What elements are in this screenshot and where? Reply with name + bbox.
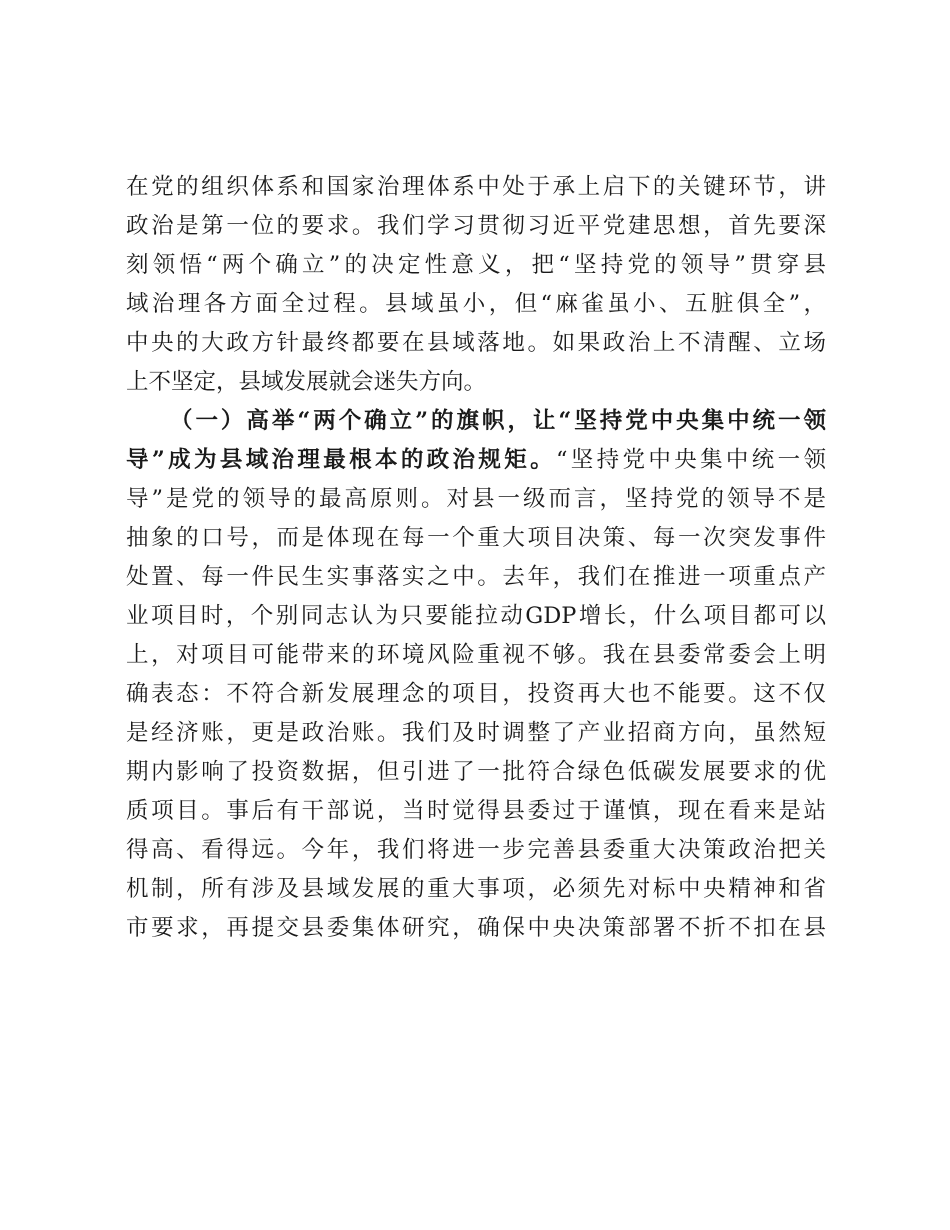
body-line: 得高、看得远。今年，我们将进一步完善县委重大决策政治把关 [126,837,826,863]
body-line: 期内影响了投资数据，但引进了一批符合绿色低碳发展要求的优 [126,759,826,785]
body-line: 机制，所有涉及县域发展的重大事项，必须先对标中央精神和省 [126,876,826,902]
body-text: “坚持党中央集中统一领 [555,447,826,473]
body-line: 抽象的口号，而是体现在每一个重大项目决策、每一次突发事件 [126,525,826,551]
body-line: 确表态：不符合新发展理念的项目，投资再大也不能要。这不仅 [126,681,826,707]
section-heading-continuation [126,441,826,480]
body-line: 市要求，再提交县委集体研究，确保中央决策部署不折不扣在县 [126,915,826,941]
body-line: 质项目。事后有干部说，当时觉得县委过于谨慎，现在看来是站 [126,798,826,824]
body-line: 是经济账，更是政治账。我们及时调整了产业招商方向，虽然短 [126,720,826,746]
body-line: 业项目时，个别同志认为只要能拉动GDP增长，什么项目都可以 [126,603,826,629]
body-line: 刻领悟“两个确立”的决定性意义，把“坚持党的领导”贯穿县 [126,252,826,278]
body-line: 导”是党的领导的最高原则。对县一级而言，坚持党的领导不是 [126,486,826,512]
document-body [126,168,826,948]
body-line: 域治理各方面全过程。县域虽小，但“麻雀虽小、五脏俱全”， [126,291,826,317]
body-line: 政治是第一位的要求。我们学习贯彻习近平党建思想，首先要深 [126,213,826,239]
body-line: 处置、每一件民生实事落实之中。去年，我们在推进一项重点产 [126,564,826,590]
body-line: 在党的组织体系和国家治理体系中处于承上启下的关键环节，讲 [126,174,826,200]
body-line: 上不坚定，县域发展就会迷失方向。 [126,369,487,395]
section-heading-text: 导”成为县域治理最根本的政治规矩。 [126,447,556,473]
body-line: 上，对项目可能带来的环境风险重视不够。我在县委常委会上明 [126,642,826,668]
section-heading-line: （一）高举“两个确立”的旗帜，让“坚持党中央集中统一领 [170,408,826,434]
body-line: 中央的大政方针最终都要在县域落地。如果政治上不清醒、立场 [126,330,826,356]
